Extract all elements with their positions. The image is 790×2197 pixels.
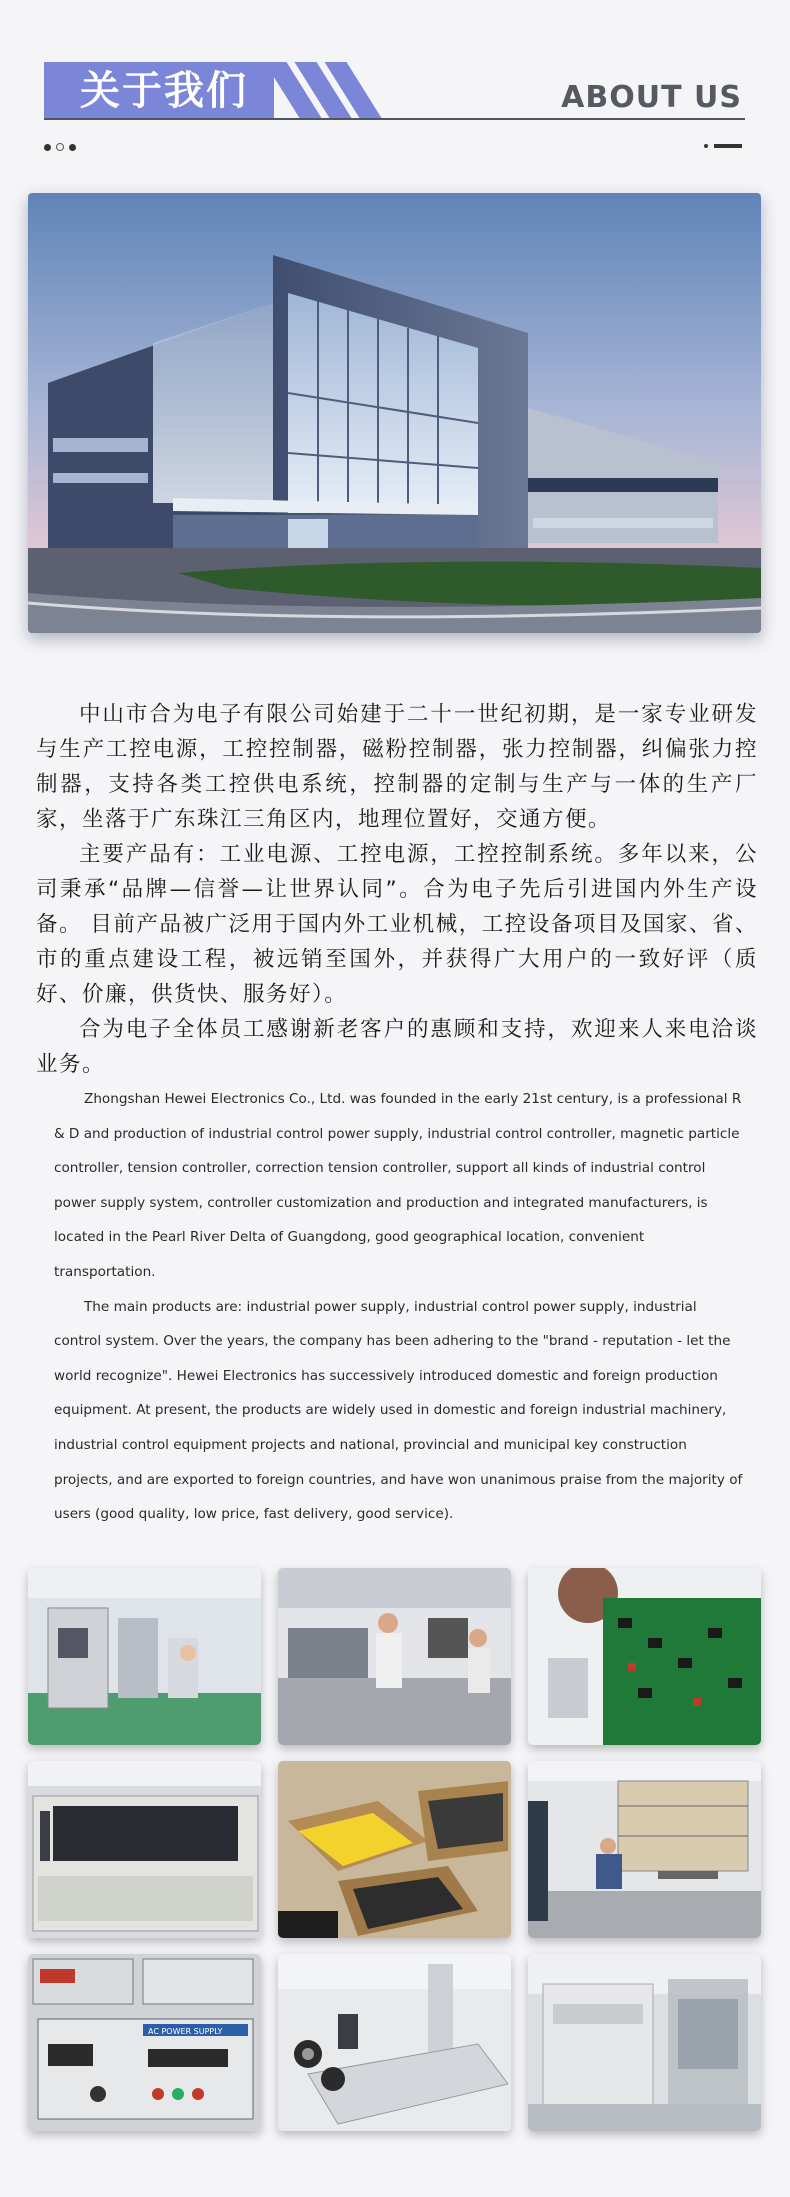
decor-dots [44, 142, 76, 152]
intro-en-paragraph-2: The main products are: industrial power supply, industrial control power supply, industrial control system. Over the years, the company has been adhering to the "brand - reputation - let the world recognize". Hewei Electronics has successively introduced domestic and foreign production equipment. At present, the products are widely used in domestic and foreign industrial machinery, industrial control equipment projects and national, provincial and municipal key construction projects, and are exported to foreign countries, and have won unanimous praise from the majority of users (good quality, low price, fast delivery, good service). [54, 1298, 743, 1523]
smt-line-photo [278, 1954, 511, 2131]
reflow-oven-photo [28, 1761, 261, 1938]
section-title-cn: 关于我们 [80, 68, 248, 114]
intro-cn [36, 697, 758, 1082]
intro-en [54, 1082, 748, 1532]
intro-en-paragraph-1: Zhongshan Hewei Electronics Co., Ltd. was founded in the early 21st century, is a professional R & D and production of industrial control power supply, industrial control controller, magnetic particle controller, tension controller, correction tension controller, support all kinds of industrial control power supply system, controller customization and production and integrated manufacturers, is located in the Pearl River Delta of Guangdong, good geographical location, convenient transportation. [54, 1091, 742, 1280]
workshop-machine-photo [28, 1568, 261, 1745]
test-bench-photo [528, 1761, 761, 1938]
ac-power-supply-photo [28, 1954, 261, 2131]
intro-cn-paragraph-3: 合为电子全体员工感谢新老客户的惠顾和支持，欢迎来人来电洽谈业务。 [36, 1017, 758, 1077]
title-divider [44, 118, 745, 120]
ac-power-label: AC POWER SUPPLY [148, 2027, 223, 2036]
component-boxes-photo [278, 1761, 511, 1938]
decor-dash [704, 144, 742, 148]
circuit-board-photo [528, 1568, 761, 1745]
intro-cn-paragraph-2: 主要产品有：工业电源、工控电源，工控控制系统。多年以来，公司秉承“品牌—信誉—让世界认同”。合为电子先后引进国内外生产设备。 目前产品被广泛用于国内外工业机械，工控设备项目及国家、省、市的重点建设工程，被远销至国外，并获得广大用户的一致好评（质好、价廉，供货快、服务好）。 [36, 842, 758, 1007]
section-title-en: ABOUT US [561, 80, 742, 115]
intro-cn-paragraph-1: 中山市合为电子有限公司始建于二十一世纪初期，是一家专业研发与生产工控电源，工控控制器，磁粉控制器，张力控制器，纠偏张力控制器，支持各类工控供电系统，控制器的定制与生产与一体的生产厂家，坐落于广东珠江三角区内，地理位置好，交通方便。 [36, 702, 758, 832]
factory-building-photo [28, 193, 761, 633]
assembly-worker-photo [278, 1568, 511, 1745]
cleanroom-equipment-photo [528, 1954, 761, 2131]
